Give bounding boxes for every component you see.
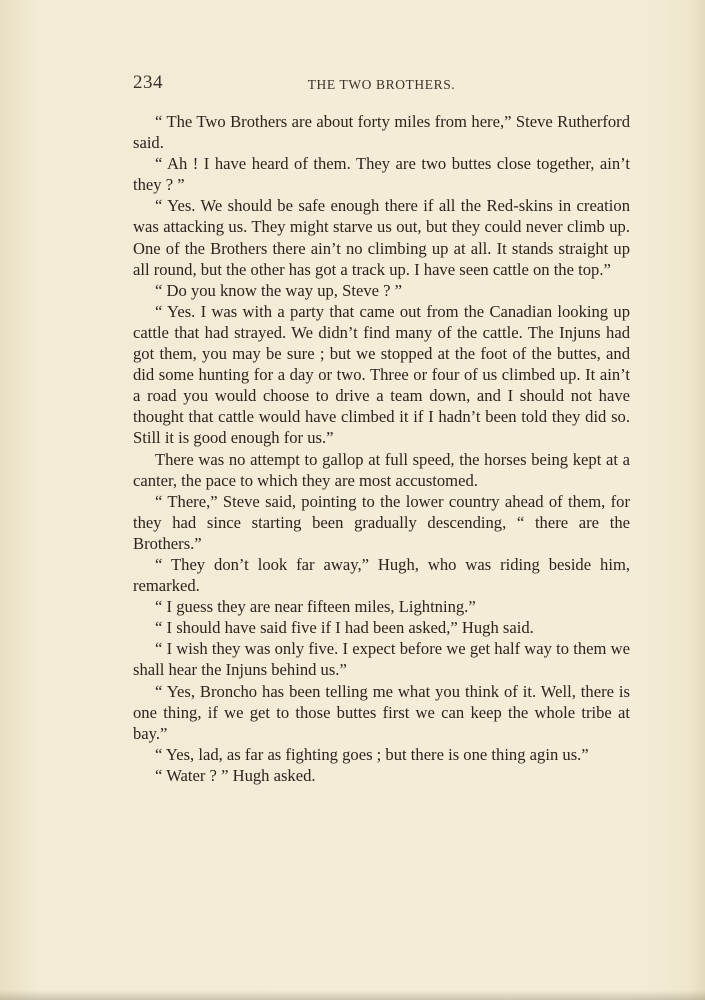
paragraph: “ The Two Brothers are about forty miles from here,” Steve Rutherford said.	[133, 112, 630, 153]
paragraph: “ There,” Steve said, pointing to the lower country ahead of them, for they had since starting been gradually descending, “ there are the Brothers.”	[133, 491, 630, 553]
page-header	[133, 72, 630, 98]
page-number: 234	[133, 72, 163, 93]
running-head: THE TWO BROTHERS.	[307, 77, 456, 92]
page-bottom-edge	[0, 990, 705, 1000]
body-text	[133, 111, 630, 786]
paragraph: “ Yes. I was with a party that came out from the Canadian looking up cattle that had strayed. We didn’t find many of the cattle. The Injuns had got them, you may be sure ; but we stopped at the foot of the buttes, and did some hunting for a day or two. Three or four of us climbed up. It ain’t a road you would choose to drive a team down, and I should not have thought that cattle would have climbed it if I hadn’t been told they did so. Still it is good enough for us.”	[133, 301, 630, 448]
paragraph: “ Yes. We should be safe enough there if all the Red-skins in creation was attacking us. They might starve us out, but they could never climb up. One of the Brothers there ain’t no climbing up at all. It stands straight up all round, but the other has got a track up. I have seen cattle on the top.”	[133, 196, 630, 279]
paragraph: “ I should have said five if I had been asked,” Hugh said.	[155, 618, 534, 638]
paragraph: “ They don’t look far away,” Hugh, who was riding beside him, remarked.	[133, 554, 630, 596]
paragraph: “ I guess they are near fifteen miles, Lightning.”	[155, 597, 476, 617]
paragraph: “ Water ? ” Hugh asked.	[155, 765, 316, 785]
paragraph: “ Yes, lad, as far as fighting goes ; but there is one thing agin us.”	[155, 744, 589, 764]
paragraph: “ I wish they was only five. I expect before we get half way to them we shall hear the Injuns behind us.”	[133, 639, 630, 680]
paragraph: There was no attempt to gallop at full speed, the horses being kept at a canter, the pace to which they are most accustomed.	[133, 449, 630, 490]
paragraph: “ Ah ! I have heard of them. They are two buttes close together, ain’t they ? ”	[133, 154, 630, 195]
paragraph: “ Do you know the way up, Steve ? ”	[155, 280, 403, 300]
paragraph: “ Yes, Broncho has been telling me what you think of it. Well, there is one thing, if we get to those buttes first we can keep the whole tribe at bay.”	[133, 681, 630, 743]
